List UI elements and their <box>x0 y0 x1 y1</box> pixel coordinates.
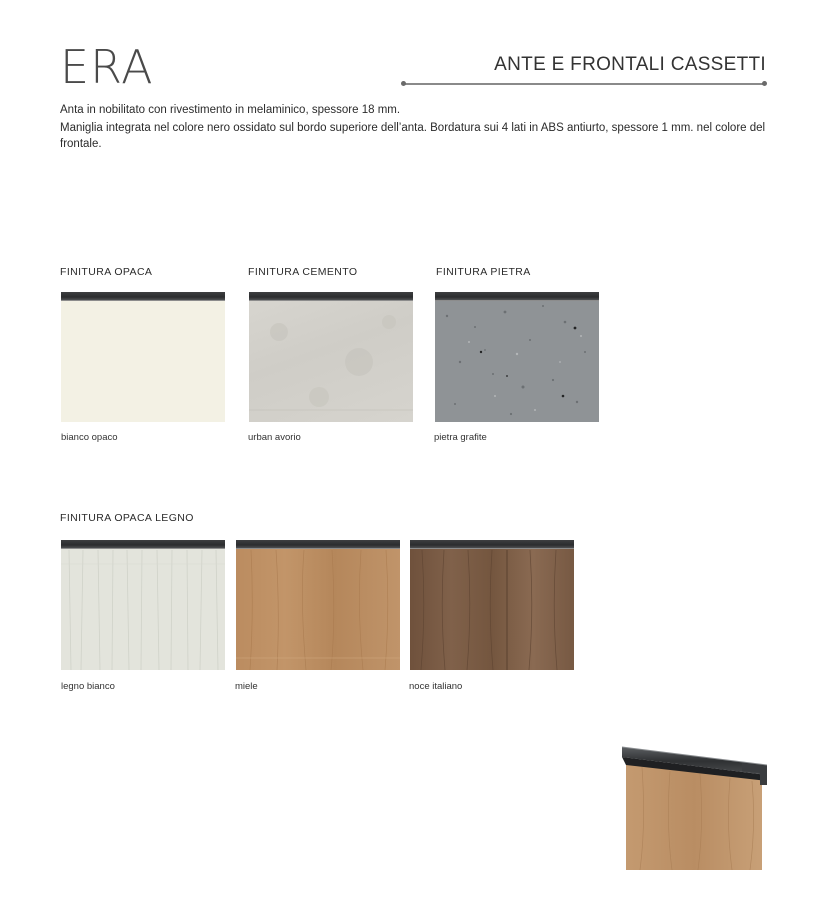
swatch-miele <box>236 540 400 670</box>
stone-texture <box>435 292 599 422</box>
swatch-label-noce-italiano: noce italiano <box>409 681 463 692</box>
swatch-pietra-grafite <box>435 292 599 422</box>
white-wood-texture <box>61 540 225 670</box>
handle-detail-image <box>622 745 767 870</box>
honey-wood-texture <box>236 540 400 670</box>
description <box>60 102 770 152</box>
description-line-2: Maniglia integrata nel colore nero ossidato sul bordo superiore dell’anta. Bordatura sui 4 lati in ABS antiurto, spessore 1 mm. nel colore del frontale. <box>60 122 766 150</box>
swatch-urban-avorio <box>249 292 413 422</box>
swatch-legno-bianco <box>61 540 225 670</box>
title-divider <box>403 83 765 85</box>
integrated-handle <box>61 292 225 301</box>
brand-title: ERA <box>60 40 154 94</box>
swatch-label-bianco-opaco: bianco opaco <box>61 432 118 443</box>
description-line-1: Anta in nobilitato con rivestimento in melaminico, spessore 18 mm. <box>60 104 401 116</box>
cement-texture <box>249 292 413 422</box>
swatch-bianco-opaco <box>61 292 225 422</box>
section-title: ANTE E FRONTALI CASSETTI <box>494 54 766 75</box>
group-title-pietra: FINITURA PIETRA <box>436 266 531 278</box>
swatch-label-legno-bianco: legno bianco <box>61 681 115 692</box>
group-title-opaca: FINITURA OPACA <box>60 266 153 278</box>
group-title-legno: FINITURA OPACA LEGNO <box>60 512 194 524</box>
walnut-wood-texture <box>410 540 574 670</box>
swatch-noce-italiano <box>410 540 574 670</box>
swatch-label-pietra-grafite: pietra grafite <box>434 432 487 443</box>
swatch-label-urban-avorio: urban avorio <box>248 432 301 443</box>
group-title-cemento: FINITURA CEMENTO <box>248 266 358 278</box>
swatch-label-miele: miele <box>235 681 258 692</box>
